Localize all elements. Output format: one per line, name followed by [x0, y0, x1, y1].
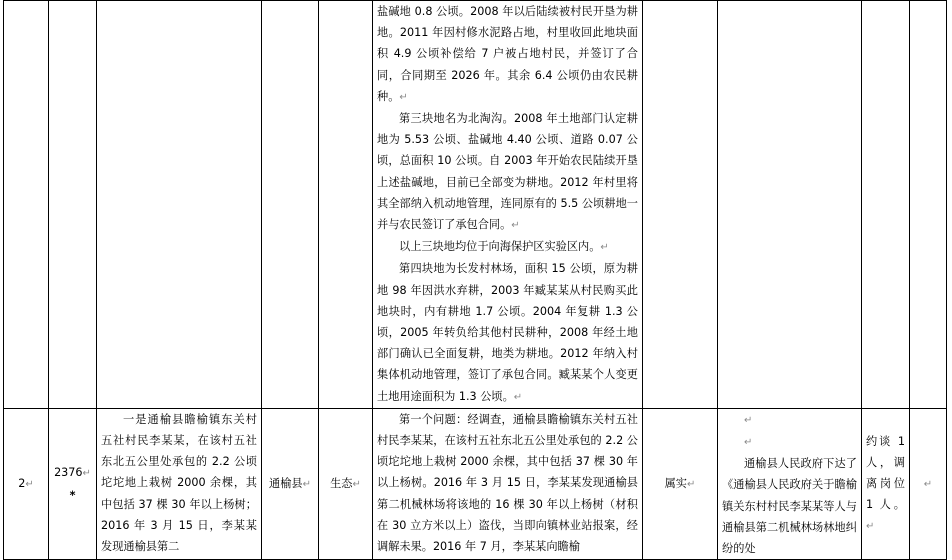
case-id-flag: *	[69, 488, 76, 502]
handling-text: 通榆县人民政府下达了《通榆县人民政府关于瞻榆镇关东村村民李某某等人与通榆县第二机械林场林地纠纷的处	[722, 457, 857, 556]
table-row	[4, 408, 947, 559]
remark-cell	[910, 1, 947, 409]
investigation-cell	[373, 1, 643, 409]
paragraph-mark: ↵	[513, 391, 523, 403]
verdict-cell	[643, 408, 718, 559]
investigation-text: 第一个问题：经调查，通榆县瞻榆镇东关村五社村民李某某，在该村五社东北五公里处承包的 2.2 公顷坨坨地上栽树 2000 余棵，其中包括 37 棵 30 年以上杨树。2016 年 3 月 15 日，李某某发现通榆县第二机械林场将该地的 16 棵 30 年以上杨树（材积在 30 立方米以上）盗伐，当即向镇林业站报案，经调解未果。2016 年 7 月，李某某向瞻榆	[377, 412, 638, 554]
paragraph-mark: ↵	[25, 478, 34, 490]
accountability-cell	[862, 1, 910, 409]
paragraph-mark: ↵	[687, 478, 696, 490]
verdict-cell	[643, 1, 718, 409]
category-cell	[319, 1, 373, 409]
table-row	[4, 1, 947, 409]
investigation-paragraph: 第四块地为长发村林场，面积 15 公顷，原为耕地 98 年因洪水弃耕，2003 年臧某某从村民购买此地块时，内有耕地 1.7 公顷。2004 年复耕 1.3 公顷，2005 年转负给其他村民耕种，2008 年经土地部门确认已全面复耕，地类为耕地。2012 年纳入村集体机动地管理，签订了承包合同。臧某某个人变更土地用途面积为 1.3 公顷。↵	[377, 262, 638, 403]
investigation-paragraph: 盐碱地 0.8 公顷。2008 年以后陆续被村民开垦为耕地。2011 年因村修水泥路占地，村里收回此地块面积 4.9 公顷补偿给 7 户被占地村民，并签订了合同，合同期至 2026 年。其余 6.4 公顷仍由农民耕种。↵	[377, 5, 638, 103]
paragraph-mark: ↵	[600, 242, 609, 254]
remark-cell	[910, 408, 947, 559]
category-cell	[319, 408, 373, 559]
id-cell	[49, 408, 97, 559]
paragraph-mark: ↵	[399, 91, 408, 103]
handling-cell	[718, 408, 862, 559]
county-name: 通榆县	[269, 476, 303, 490]
seq-cell	[4, 408, 49, 559]
complaint-text: 一是通榆县瞻榆镇东关村五社村民李某某，在该村五社东北五公里处承包的 2.2 公顷坨坨地上栽树 2000 余棵，其中包括 37 棵 30 年以上杨树；2016 年 3 月 15 日，李某某发现通榆县第二	[101, 412, 257, 554]
paragraph-mark: ↵	[744, 437, 753, 449]
category-name: 生态	[330, 476, 353, 490]
paragraph-mark: ↵	[82, 468, 91, 480]
handling-cell	[718, 1, 862, 409]
county-cell	[262, 408, 319, 559]
complaint-cell	[97, 1, 262, 409]
county-cell	[262, 1, 319, 409]
investigation-cell	[373, 408, 643, 559]
paragraph-mark: ↵	[302, 478, 311, 490]
id-cell	[49, 1, 97, 409]
seq-cell	[4, 1, 49, 409]
paragraph-mark: ↵	[744, 414, 753, 426]
investigation-paragraph: 以上三块地均位于向海保护区实验区内。↵	[399, 240, 609, 254]
investigation-paragraph: 第三块地名为北淘沟。2008 年土地部门认定耕地为 5.53 公顷、盐碱地 4.40 公顷、道路 0.07 公顷，总面积 10 公顷。自 2003 年开始农民陆续开垦上述盐碱地，目前已全部变为耕地。2012 年村里将其全部纳入机动地管理，连同原有的 5.5 公顷耕地一并与农民签订了承包合同。↵	[377, 112, 638, 232]
report-table	[3, 0, 947, 560]
accountability-text: 约谈 1 人，调离岗位 1 人。↵	[866, 434, 905, 533]
paragraph-mark: ↵	[866, 521, 875, 533]
paragraph-mark: ↵	[923, 478, 933, 490]
complaint-cell	[97, 408, 262, 559]
case-id: 2376	[54, 466, 83, 480]
paragraph-mark: ↵	[352, 478, 361, 490]
accountability-cell	[862, 408, 910, 559]
paragraph-mark: ↵	[511, 220, 520, 232]
seq-number: 2	[18, 476, 26, 490]
verdict-text: 属实	[664, 476, 687, 490]
